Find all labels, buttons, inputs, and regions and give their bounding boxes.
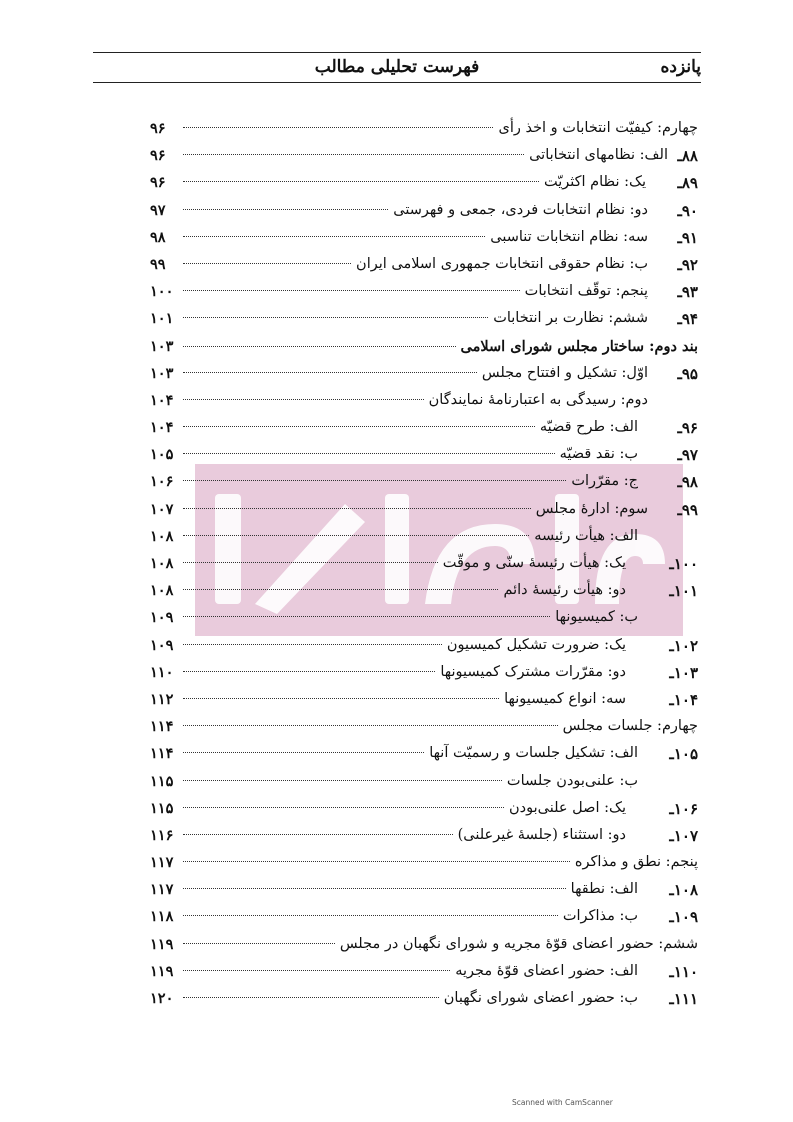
toc-entry	[180, 609, 638, 625]
toc-row	[150, 879, 698, 906]
dot-leader	[183, 372, 477, 373]
toc-entry-title: ششم: نظارت بر انتخابات	[493, 310, 648, 327]
dot-leader	[183, 834, 453, 835]
toc-page-number: ۱۱۹	[150, 935, 174, 953]
toc-entry-title: دو: هیأت رئیسهٔ دائم	[503, 582, 626, 599]
toc-page-number: ۱۰۶	[150, 473, 174, 491]
toc-row	[150, 662, 698, 689]
toc-entry-title: ب: حضور اعضای شورای نگهبان	[443, 990, 638, 1006]
page-title: فهرست تحلیلی مطالب	[314, 57, 480, 77]
toc-entry-title: یک: نظام اکثریّت	[543, 174, 646, 191]
toc-row	[150, 716, 698, 743]
toc-entry	[180, 256, 648, 272]
toc-row	[150, 499, 698, 526]
toc-entry	[180, 745, 638, 761]
toc-row	[150, 743, 698, 770]
toc-entry-title: الف: نطقها	[570, 881, 638, 898]
toc-row	[150, 308, 698, 335]
page-number-label: پانزده	[660, 57, 701, 77]
toc-entry	[180, 881, 638, 897]
dot-leader	[183, 616, 550, 617]
dot-leader	[183, 426, 535, 427]
toc-page-number: ۱۱۵	[150, 772, 174, 790]
toc-page-number: ۱۰۴	[150, 391, 174, 409]
toc-row	[150, 444, 698, 471]
toc-entry	[180, 936, 698, 952]
toc-row	[150, 227, 698, 254]
dot-leader	[183, 589, 498, 590]
toc-entry	[180, 147, 668, 163]
dot-leader	[183, 181, 539, 182]
dot-leader	[183, 508, 531, 509]
toc-entry-title: چهارم: جلسات مجلس	[562, 718, 698, 735]
toc-entry-title: بند دوم: ساختار مجلس شورای اسلامی	[460, 337, 698, 355]
dot-leader	[183, 263, 351, 264]
toc-page-number: ۱۲۰	[150, 990, 174, 1007]
toc-entry-title: اوّل: تشکیل و افتتاح مجلس	[481, 364, 648, 381]
toc-page-number: ۱۰۹	[150, 609, 174, 627]
toc-row	[150, 553, 698, 580]
toc-entry-number: ۱۰۵ـ	[669, 745, 698, 764]
toc-entry-title: دوم: رسیدگی به اعتبارنامهٔ نمایندگان	[428, 391, 648, 408]
toc-entry-number: ۹۹ـ	[677, 500, 698, 519]
toc-page-number: ۱۱۰	[150, 663, 174, 681]
toc-entry-title: الف: طرح قضیّه	[539, 419, 638, 436]
toc-page-number: ۱۱۸	[150, 908, 174, 926]
toc-row	[150, 825, 698, 852]
toc-entry-number: ۹۰ـ	[677, 201, 698, 220]
dot-leader	[183, 399, 424, 400]
toc-page-number: ۱۰۴	[150, 419, 174, 437]
toc-row	[150, 281, 698, 308]
toc-page-number: ۱۰۵	[150, 446, 174, 464]
toc-entry-title: ب: نظام حقوقی انتخابات جمهوری اسلامی ایران	[356, 255, 648, 272]
dot-leader	[183, 888, 566, 889]
toc-row	[150, 118, 698, 145]
toc-entry-title: ج: مقرّرات	[571, 473, 638, 490]
dot-leader	[183, 535, 529, 536]
dot-leader	[183, 943, 335, 944]
toc-page-number: ۹۷	[150, 201, 166, 219]
toc-entry-number: ۹۲ـ	[677, 255, 698, 274]
toc-row	[150, 852, 698, 879]
toc-row	[150, 390, 698, 417]
toc-entry-number: ۸۸ـ	[677, 147, 698, 166]
toc-row	[150, 417, 698, 444]
toc-page-number: ۱۱۷	[150, 881, 174, 899]
toc-entry-number: ۸۹ـ	[677, 174, 698, 193]
toc-page-number: ۱۱۲	[150, 690, 174, 708]
header-top-rule	[93, 52, 701, 53]
dot-leader	[183, 127, 493, 128]
dot-leader	[183, 671, 435, 672]
dot-leader	[183, 807, 504, 808]
toc-entry	[180, 419, 638, 435]
dot-leader	[183, 154, 524, 155]
toc-page-number: ۱۱۵	[150, 799, 174, 817]
toc-entry	[180, 582, 626, 598]
toc-entry	[180, 473, 638, 489]
dot-leader	[183, 317, 488, 318]
dot-leader	[183, 290, 520, 291]
toc-entry-number: ۱۰۹ـ	[669, 908, 698, 927]
dot-leader	[183, 209, 388, 210]
toc-entry	[180, 963, 638, 979]
toc-row	[150, 635, 698, 662]
toc-entry	[180, 990, 638, 1006]
toc-page-number: ۱۰۳	[150, 337, 174, 355]
toc-page-number: ۹۶	[150, 147, 166, 165]
toc-page-number: ۱۰۰	[150, 283, 174, 301]
toc-entry	[180, 664, 626, 680]
toc-entry-number: ۱۰۰ـ	[669, 555, 698, 573]
toc-entry	[180, 501, 648, 517]
toc-entry	[180, 120, 698, 136]
table-of-contents	[150, 118, 698, 1015]
toc-row	[150, 200, 698, 227]
toc-entry-title: الف: نظامهای انتخاباتی	[529, 147, 668, 164]
dot-leader	[183, 698, 499, 699]
dot-leader	[183, 453, 555, 454]
toc-entry-title: دو: نظام انتخابات فردی، جمعی و فهرستی	[393, 201, 648, 218]
toc-entry-number: ۹۶ـ	[677, 419, 698, 438]
toc-entry-title: الف: حضور اعضای قوّهٔ مجریه	[455, 962, 638, 979]
toc-row	[150, 336, 698, 363]
toc-entry-number: ۹۱ـ	[677, 228, 698, 247]
toc-entry-number: ۱۰۴ـ	[669, 690, 698, 709]
toc-entry-number: ۱۰۶ـ	[669, 799, 698, 818]
toc-entry-title: سه: نظام انتخابات تناسبی	[490, 228, 648, 245]
toc-row	[150, 526, 698, 553]
toc-page-number: ۱۱۹	[150, 962, 174, 980]
toc-entry	[180, 827, 626, 843]
toc-entry	[180, 174, 646, 190]
dot-leader	[183, 562, 438, 563]
toc-row	[150, 363, 698, 390]
toc-entry	[180, 283, 648, 299]
toc-page-number: ۹۸	[150, 228, 166, 246]
toc-page-number: ۹۹	[150, 255, 166, 273]
toc-entry-number: ۹۴ـ	[677, 310, 698, 329]
toc-entry-title: دو: استثناء (جلسهٔ غیرعلنی)	[457, 826, 626, 843]
toc-entry-title: چهارم: کیفیّت انتخابات و اخذ رأی	[498, 120, 698, 136]
toc-page-number: ۱۱۴	[150, 745, 174, 763]
toc-entry	[180, 854, 698, 870]
toc-page-number: ۱۱۶	[150, 826, 174, 844]
toc-entry-number: ۹۳ـ	[677, 283, 698, 302]
toc-row	[150, 580, 698, 607]
toc-row	[150, 798, 698, 825]
dot-leader	[183, 346, 456, 347]
toc-page-number: ۱۰۸	[150, 527, 174, 545]
toc-entry-title: سوم: ادارهٔ مجلس	[535, 500, 648, 517]
dot-leader	[183, 780, 502, 781]
toc-page-number: ۱۰۸	[150, 582, 174, 600]
toc-entry-number: ۱۰۱ـ	[669, 582, 698, 601]
dot-leader	[183, 752, 424, 753]
toc-page-number: ۱۰۳	[150, 364, 174, 382]
toc-entry	[180, 773, 638, 789]
toc-page-number: ۹۶	[150, 174, 166, 192]
toc-row	[150, 471, 698, 498]
toc-row	[150, 689, 698, 716]
toc-entry-number: ۱۰۲ـ	[669, 636, 698, 655]
toc-entry-title: ب: کمیسیونها	[555, 609, 638, 626]
toc-entry-title: ششم: حضور اعضای قوّهٔ مجریه و شورای نگهبان در مجلس	[339, 935, 698, 952]
toc-entry-title: الف: هیأت رئیسه	[534, 527, 638, 544]
toc-entry-number: ۱۱۰ـ	[669, 962, 698, 981]
toc-row	[150, 254, 698, 281]
toc-page-number: ۱۱۷	[150, 854, 174, 872]
toc-entry-number: ۹۵ـ	[677, 364, 698, 383]
toc-page-number: ۱۱۴	[150, 718, 174, 736]
toc-entry	[180, 555, 626, 571]
toc-entry-title: الف: تشکیل جلسات و رسمیّت آنها	[429, 745, 638, 762]
toc-entry	[180, 392, 648, 408]
toc-entry-number: ۱۰۸ـ	[669, 881, 698, 900]
toc-row	[150, 934, 698, 961]
dot-leader	[183, 480, 566, 481]
toc-entry	[180, 718, 698, 734]
toc-entry-number: ۱۰۷ـ	[669, 826, 698, 845]
toc-entry-number: ۱۰۳ـ	[669, 663, 698, 682]
toc-page-number: ۹۶	[150, 120, 166, 137]
toc-row	[150, 172, 698, 199]
toc-entry	[180, 800, 626, 816]
toc-entry	[180, 691, 626, 707]
toc-page-number: ۱۰۸	[150, 555, 174, 572]
toc-entry-number: ۹۸ـ	[677, 473, 698, 492]
toc-entry	[180, 446, 638, 462]
toc-entry-number: ۹۷ـ	[677, 446, 698, 465]
header-bottom-rule	[93, 82, 701, 83]
toc-row	[150, 961, 698, 988]
toc-entry-title: سه: انواع کمیسیونها	[504, 690, 626, 707]
toc-entry-title: ب: نقد قضیّه	[559, 446, 638, 463]
dot-leader	[183, 997, 439, 998]
toc-entry-title: یک: هیأت رئیسهٔ سنّی و موقّت	[442, 555, 626, 571]
dot-leader	[183, 725, 558, 726]
toc-entry	[180, 528, 638, 544]
toc-row	[150, 988, 698, 1015]
toc-entry-title: پنجم: نطق و مذاکره	[574, 854, 698, 871]
dot-leader	[183, 970, 450, 971]
toc-entry-title: یک: ضرورت تشکیل کمیسیون	[446, 636, 626, 653]
dot-leader	[183, 915, 558, 916]
toc-entry-title: یک: اصل علنی‌بودن	[509, 799, 626, 816]
toc-entry-number: ۱۱۱ـ	[669, 990, 698, 1008]
page-header	[93, 52, 701, 84]
dot-leader	[183, 236, 485, 237]
toc-entry	[180, 229, 648, 245]
toc-entry	[180, 908, 638, 924]
toc-page-number: ۱۰۹	[150, 636, 174, 654]
toc-entry	[180, 338, 698, 355]
toc-row	[150, 906, 698, 933]
toc-page-number: ۱۰۷	[150, 500, 174, 518]
toc-entry-title: ب: مذاکرات	[562, 908, 638, 925]
toc-entry-title: ب: علنی‌بودن جلسات	[506, 772, 638, 789]
toc-row	[150, 771, 698, 798]
toc-row	[150, 607, 698, 634]
toc-page-number: ۱۰۱	[150, 310, 174, 328]
scan-footer: Scanned with CamScanner	[512, 1098, 613, 1107]
toc-entry	[180, 202, 648, 218]
toc-row	[150, 145, 698, 172]
dot-leader	[183, 644, 442, 645]
toc-entry	[180, 637, 626, 653]
toc-entry	[180, 365, 648, 381]
toc-entry	[180, 310, 648, 326]
toc-entry-title: دو: مقرّرات مشترک کمیسیونها	[440, 663, 626, 680]
dot-leader	[183, 861, 570, 862]
toc-entry-title: پنجم: توقّف انتخابات	[524, 283, 648, 300]
